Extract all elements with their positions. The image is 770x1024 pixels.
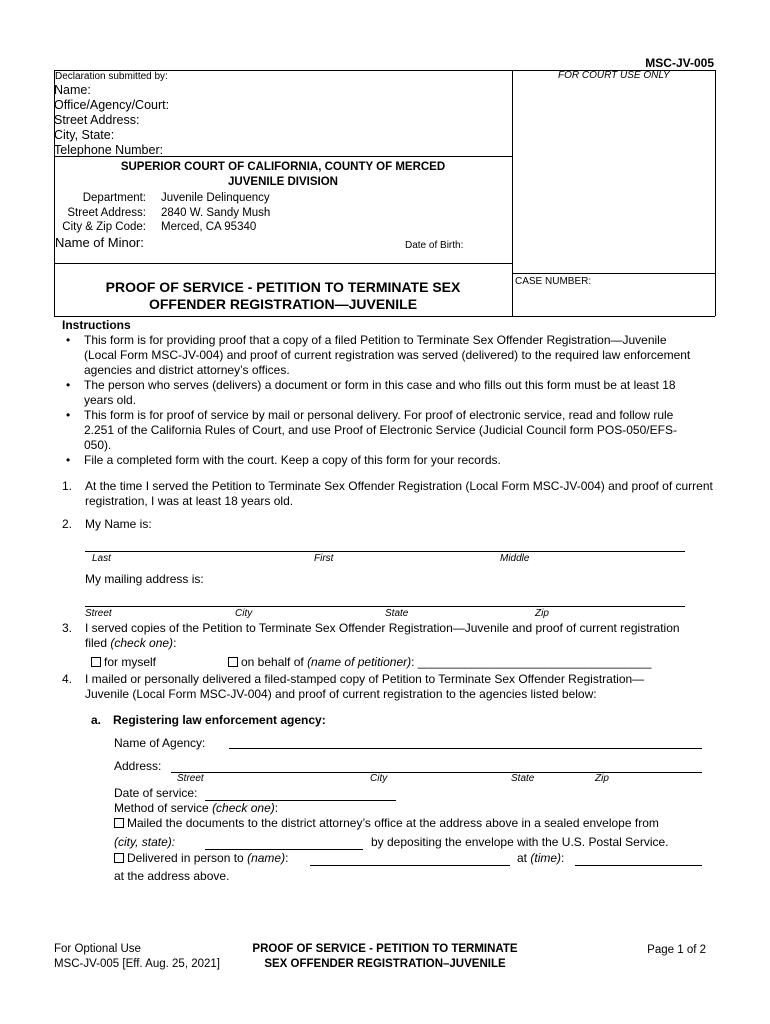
court-use-label: FOR COURT USE ONLY <box>558 70 670 81</box>
mailing-address-line[interactable] <box>85 606 685 607</box>
on-behalf-checkbox[interactable] <box>228 657 238 667</box>
declarant-street-field[interactable]: Street Address: <box>54 113 140 127</box>
form-title-line2: OFFENDER REGISTRATION—JUVENILE <box>148 296 418 312</box>
page-number: Page 1 of 2 <box>647 944 706 956</box>
instruction-item: • This form is for proof of service by mail or personal delivery. For proof of electronic service, read and follow rule 2.251 of the California Rules of Court, and use Proof of Electronic Service (Judicial Council form POS-050/EFS-050). <box>62 408 702 453</box>
agency-address-line[interactable] <box>171 772 702 773</box>
court-city-value: Merced, CA 95340 <box>161 221 257 233</box>
case-number-rule <box>512 273 715 274</box>
dept-value: Juvenile Delinquency <box>161 192 270 204</box>
city-state-label: (city, state): <box>114 835 176 849</box>
instruction-item: • The person who serves (delivers) a document or form in this case and who fills out this form must be at least 18 years old. <box>62 378 702 408</box>
declarant-fields <box>54 83 169 158</box>
item3-colon: : <box>173 636 177 650</box>
name-middle-label: Middle <box>500 553 530 564</box>
instruction-item: • File a completed form with the court. Keep a copy of this form for your records. <box>62 453 702 468</box>
footer-title <box>220 942 550 972</box>
item2-number: 2. <box>62 517 73 531</box>
instructions-list <box>62 333 702 468</box>
delivered-colon: : <box>285 851 289 865</box>
time-line[interactable] <box>575 865 702 866</box>
agency-zip-label: Zip <box>595 773 609 784</box>
item4-number: 4. <box>62 672 73 686</box>
method-colon: : <box>274 801 279 815</box>
agency-name-label: Name of Agency: <box>114 736 206 750</box>
agency-address-label: Address: <box>114 759 162 773</box>
mailing-zip-label: Zip <box>535 608 549 619</box>
court-street-label: Street Address: <box>67 207 146 219</box>
court-name: SUPERIOR COURT OF CALIFORNIA, COUNTY OF MERCED <box>120 161 446 173</box>
declarant-name-field[interactable]: Name: <box>54 83 91 97</box>
depositing-text: by depositing the envelope with the U.S. Postal Service. <box>371 835 669 849</box>
mailing-address-label: My mailing address is: <box>85 572 204 586</box>
method-label-text: Method of service <box>114 801 209 815</box>
option-on-behalf[interactable] <box>228 655 651 670</box>
delivered-checkbox[interactable] <box>114 853 124 863</box>
court-street-value: 2840 W. Sandy Mush <box>161 207 271 219</box>
agency-state-label: State <box>511 773 535 784</box>
item4a-title: Registering law enforcement agency: <box>113 713 326 727</box>
declarant-phone-field[interactable]: Telephone Number: <box>54 143 164 157</box>
agency-street-label: Street <box>177 773 204 784</box>
case-number-field[interactable]: CASE NUMBER: <box>515 276 592 287</box>
option-for-myself[interactable] <box>91 655 156 670</box>
header-right-border <box>715 70 716 316</box>
footer-optional-use: For Optional Use <box>54 943 141 955</box>
mailed-checkbox[interactable] <box>114 818 124 828</box>
for-myself-label: for myself <box>104 655 157 669</box>
footer-title-line2: SEX OFFENDER REGISTRATION–JUVENILE <box>264 958 506 970</box>
option-delivered[interactable] <box>114 851 288 866</box>
agency-city-label: City <box>370 773 388 784</box>
mailing-city-label: City <box>235 608 253 619</box>
time-colon: : <box>561 851 565 865</box>
item3-check-one: (check one) <box>110 636 174 650</box>
form-title <box>54 279 512 313</box>
court-city-label: City & Zip Code: <box>62 221 146 233</box>
for-myself-checkbox[interactable] <box>91 657 101 667</box>
title-section-rule <box>54 263 512 264</box>
method-check-one: (check one) <box>212 801 275 815</box>
item4a-label: a. <box>91 713 102 727</box>
method-of-service-label <box>114 801 278 816</box>
footer-form-eff: MSC-JV-005 [Eff. Aug. 25, 2021] <box>54 958 220 970</box>
declarant-office-field[interactable]: Office/Agency/Court: <box>54 98 170 112</box>
time-hint: (time) <box>530 851 562 865</box>
declarant-heading: Declaration submitted by: <box>55 71 168 82</box>
at-word: at <box>517 851 528 865</box>
agency-name-line[interactable] <box>229 748 702 749</box>
mailing-state-label: State <box>385 608 409 619</box>
item4-text: I mailed or personally delivered a filed-stamped copy of Petition to Terminate Sex Offender Registration—Juvenile (Local Form MSC-JV-004) and proof of current registration to the agencies listed below: <box>85 672 645 701</box>
petitioner-name-blank[interactable]: : ___________________________________ <box>411 655 652 669</box>
item1-number: 1. <box>62 479 73 493</box>
date-of-service-label: Date of service: <box>114 786 198 800</box>
footer-title-line1: PROOF OF SERVICE - PETITION TO TERMINATE <box>252 943 518 955</box>
name-last-label: Last <box>92 553 111 564</box>
on-behalf-label: on behalf of <box>241 655 304 669</box>
form-id: MSC-JV-005 <box>645 56 714 70</box>
instruction-item: • This form is for providing proof that a copy of a filed Petition to Terminate Sex Offender Registration—Juvenile (Local Form MSC-JV-004) and proof of current registration was served (delivered) to the required law enforcement agencies and district attorney’s offices. <box>62 333 702 378</box>
dept-label: Department: <box>82 192 146 204</box>
form-title-line1: PROOF OF SERVICE - PETITION TO TERMINATE SEX <box>105 279 461 295</box>
header-divider <box>512 70 513 316</box>
petitioner-name-hint: (name of petitioner) <box>307 655 412 669</box>
item3-number: 3. <box>62 621 73 635</box>
option-mailed[interactable] <box>114 816 659 831</box>
item1-text: At the time I served the Petition to Terminate Sex Offender Registration (Local Form MSC-JV-004) and proof of current registration, I was at least 18 years old. <box>85 479 713 508</box>
instructions-heading: Instructions <box>62 318 131 332</box>
name-first-label: First <box>314 553 334 564</box>
delivered-name-line[interactable] <box>310 865 510 866</box>
delivered-label: Delivered in person to <box>127 851 244 865</box>
delivered-name-hint: (name) <box>247 851 286 865</box>
item3-text-main: I served copies of the Petition to Terminate Sex Offender Registration—Juvenile and proof of current registration filed <box>85 621 680 650</box>
header-bottom-rule <box>54 316 715 317</box>
declarant-city-field[interactable]: City, State: <box>54 128 115 142</box>
mailed-label: Mailed the documents to the district attorney’s office at the address above in a sealed envelope from <box>127 816 659 830</box>
item3-text <box>85 621 685 651</box>
at-time-label <box>517 851 564 866</box>
at-address-text: at the address above. <box>114 869 230 883</box>
minor-name-field[interactable]: Name of Minor: <box>55 235 144 250</box>
mailing-street-label: Street <box>85 608 112 619</box>
court-division: JUVENILE DIVISION <box>228 176 338 188</box>
name-line[interactable] <box>85 551 685 552</box>
city-state-line[interactable] <box>205 849 363 850</box>
dob-field[interactable]: Date of Birth: <box>405 240 464 251</box>
item2-text: My Name is: <box>85 517 152 531</box>
